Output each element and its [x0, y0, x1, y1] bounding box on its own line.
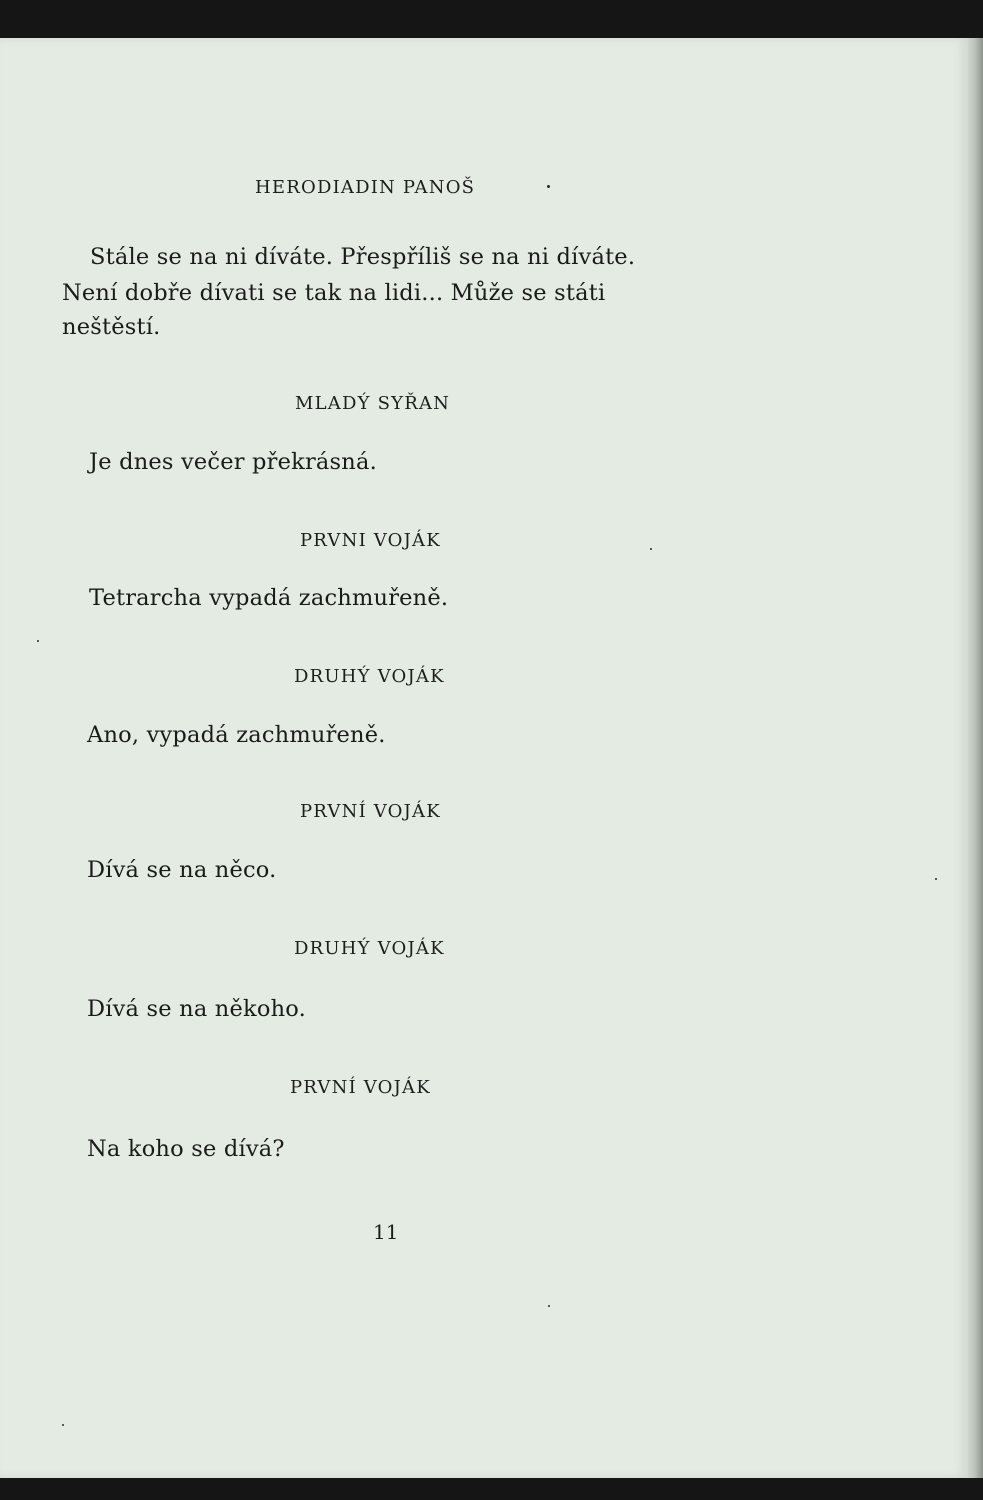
speaker-druhy-vojak: DRUHÝ VOJÁK: [294, 666, 445, 687]
page-edge: [968, 38, 983, 1478]
dialogue-line: Je dnes večer překrásná.: [89, 449, 377, 475]
speaker-mlady-syran: MLADÝ SYŘAN: [295, 393, 451, 414]
speaker-druhy-vojak: DRUHÝ VOJÁK: [294, 938, 445, 959]
speaker-prvni-vojak: PRVNÍ VOJÁK: [300, 801, 441, 822]
paper-speck: [935, 878, 937, 880]
dialogue-line: Na koho se dívá?: [87, 1136, 285, 1162]
dialogue-line: neštěstí.: [62, 314, 161, 340]
speaker-herodiadin-panos: HERODIADIN PANOŠ: [255, 177, 476, 198]
speaker-prvni-vojak: PRVNI VOJÁK: [300, 530, 441, 551]
dialogue-line: Dívá se na něco.: [87, 857, 277, 883]
dialogue-line: Ano, vypadá zachmuřeně.: [87, 722, 386, 748]
speaker-prvni-vojak: PRVNÍ VOJÁK: [290, 1077, 431, 1098]
dialogue-line: Tetrarcha vypadá zachmuřeně.: [89, 585, 449, 611]
dialogue-line: Není dobře dívati se tak na lidi... Může se státi: [62, 280, 606, 306]
page-number: 11: [373, 1220, 399, 1244]
dialogue-line: Dívá se na někoho.: [87, 996, 306, 1022]
paper-speck: [547, 185, 550, 188]
paper-speck: [650, 548, 652, 550]
paper-speck: [548, 1305, 550, 1307]
dialogue-line: Stále se na ni díváte. Přespříliš se na ni díváte.: [90, 244, 636, 270]
paper-speck: [62, 1424, 64, 1426]
paper-speck: [37, 640, 39, 642]
